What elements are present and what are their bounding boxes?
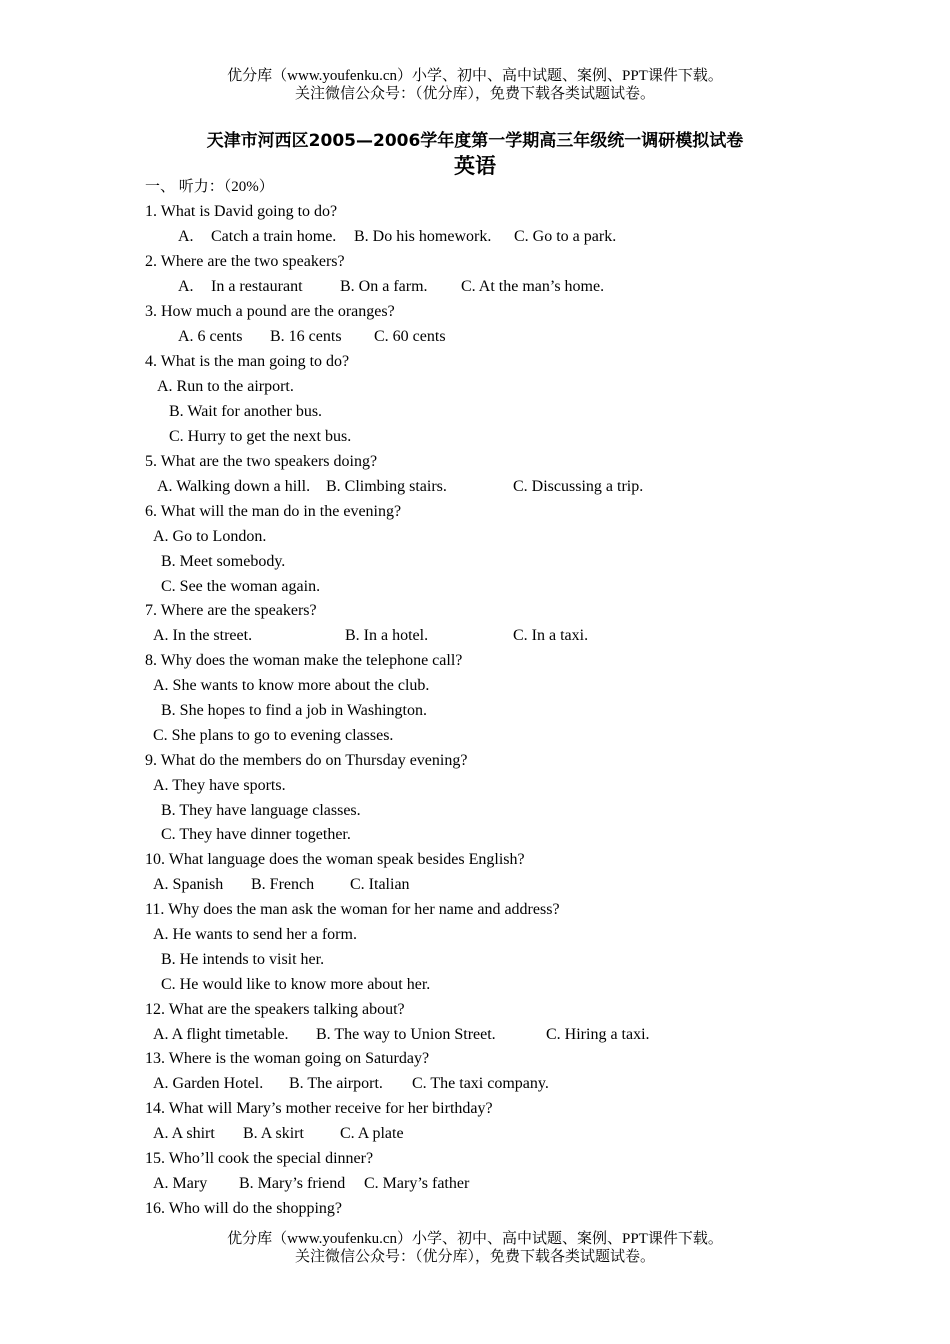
question-text: 10. What language does the woman speak besides English? [145, 851, 525, 868]
option: A. In the street. [153, 627, 253, 644]
exam-title: 天津市河西区2005—2006学年度第一学期高三年级统一调研模拟试卷 [206, 131, 744, 151]
option: B. On a farm. [340, 278, 428, 295]
question-text: 15. Who’ll cook the special dinner? [145, 1150, 374, 1167]
section-heading: 一、 听力：（20%） [145, 179, 274, 195]
option: B. Mary’s friend [239, 1175, 346, 1192]
option: B. She hopes to find a job in Washington. [161, 702, 427, 719]
option: B. They have language classes. [161, 802, 361, 819]
option: C. See the woman again. [161, 578, 321, 595]
option: B. Do his homework. [354, 228, 492, 245]
footer-line-1: 优分库（www.youfenku.cn）小学、初中、高中试题、案例、PPT课件下载。 [227, 1231, 723, 1247]
option: A. [178, 278, 194, 295]
option: C. A plate [340, 1125, 404, 1142]
option: B. He intends to visit her. [161, 951, 325, 968]
question-text: 11. Why does the man ask the woman for her name and address? [145, 901, 560, 918]
header-line-2: 关注微信公众号：（优分库），免费下载各类试题试卷。 [294, 86, 655, 102]
option: B. A skirt [243, 1125, 304, 1142]
question-text: 6. What will the man do in the evening? [145, 503, 402, 520]
option: A. 6 cents [178, 328, 243, 345]
option: B. In a hotel. [345, 627, 429, 644]
option: C. Italian [350, 876, 410, 893]
option: C. He would like to know more about her. [161, 976, 431, 993]
question-text: 9. What do the members do on Thursday evening? [145, 752, 468, 769]
option: A. They have sports. [153, 777, 286, 794]
option: A. A flight timetable. [153, 1026, 289, 1043]
option: B. The way to Union Street. [316, 1026, 496, 1043]
option: A. Walking down a hill. [157, 478, 311, 495]
option: A. A shirt [153, 1125, 215, 1142]
question-text: 2. Where are the two speakers? [145, 253, 345, 270]
question-text: 1. What is David going to do? [145, 203, 338, 220]
option: C. Discussing a trip. [513, 478, 644, 495]
option: C. She plans to go to evening classes. [153, 727, 394, 744]
option: A. [178, 228, 194, 245]
option: A. Run to the airport. [157, 378, 294, 395]
option: C. At the man’s home. [461, 278, 605, 295]
question-text: 7. Where are the speakers? [145, 602, 317, 619]
header-line-1: 优分库（www.youfenku.cn）小学、初中、高中试题、案例、PPT课件下载。 [227, 68, 723, 84]
option: B. Wait for another bus. [169, 403, 323, 420]
option: C. Hiring a taxi. [546, 1026, 650, 1043]
option: In a restaurant [211, 278, 303, 295]
option: C. Mary’s father [364, 1175, 470, 1192]
option: B. Climbing stairs. [326, 478, 447, 495]
question-text: 12. What are the speakers talking about? [145, 1001, 405, 1018]
footer-line-2: 关注微信公众号：（优分库），免费下载各类试题试卷。 [294, 1249, 655, 1265]
option: B. The airport. [289, 1075, 383, 1092]
option: A. Garden Hotel. [153, 1075, 264, 1092]
option: A. She wants to know more about the club. [153, 677, 430, 694]
question-text: 8. Why does the woman make the telephone call? [145, 652, 463, 669]
option: C. They have dinner together. [161, 826, 351, 843]
option: A. He wants to send her a form. [153, 926, 357, 943]
question-text: 14. What will Mary’s mother receive for her birthday? [145, 1100, 493, 1117]
option: B. Meet somebody. [161, 553, 286, 570]
option: A. Mary [153, 1175, 208, 1192]
option: B. 16 cents [270, 328, 342, 345]
question-text: 16. Who will do the shopping? [145, 1200, 343, 1217]
question-text: 5. What are the two speakers doing? [145, 453, 378, 470]
option: C. In a taxi. [513, 627, 589, 644]
option: A. Spanish [153, 876, 224, 893]
option: C. Hurry to get the next bus. [169, 428, 352, 445]
question-text: 13. Where is the woman going on Saturday? [145, 1050, 430, 1067]
option: A. Go to London. [153, 528, 267, 545]
question-text: 3. How much a pound are the oranges? [145, 303, 395, 320]
question-text: 4. What is the man going to do? [145, 353, 350, 370]
option: C. The taxi company. [412, 1075, 549, 1092]
option: C. 60 cents [374, 328, 446, 345]
option: C. Go to a park. [514, 228, 617, 245]
option: B. French [251, 876, 315, 893]
option: Catch a train home. [211, 228, 337, 245]
subject-title: 英语 [454, 154, 496, 178]
